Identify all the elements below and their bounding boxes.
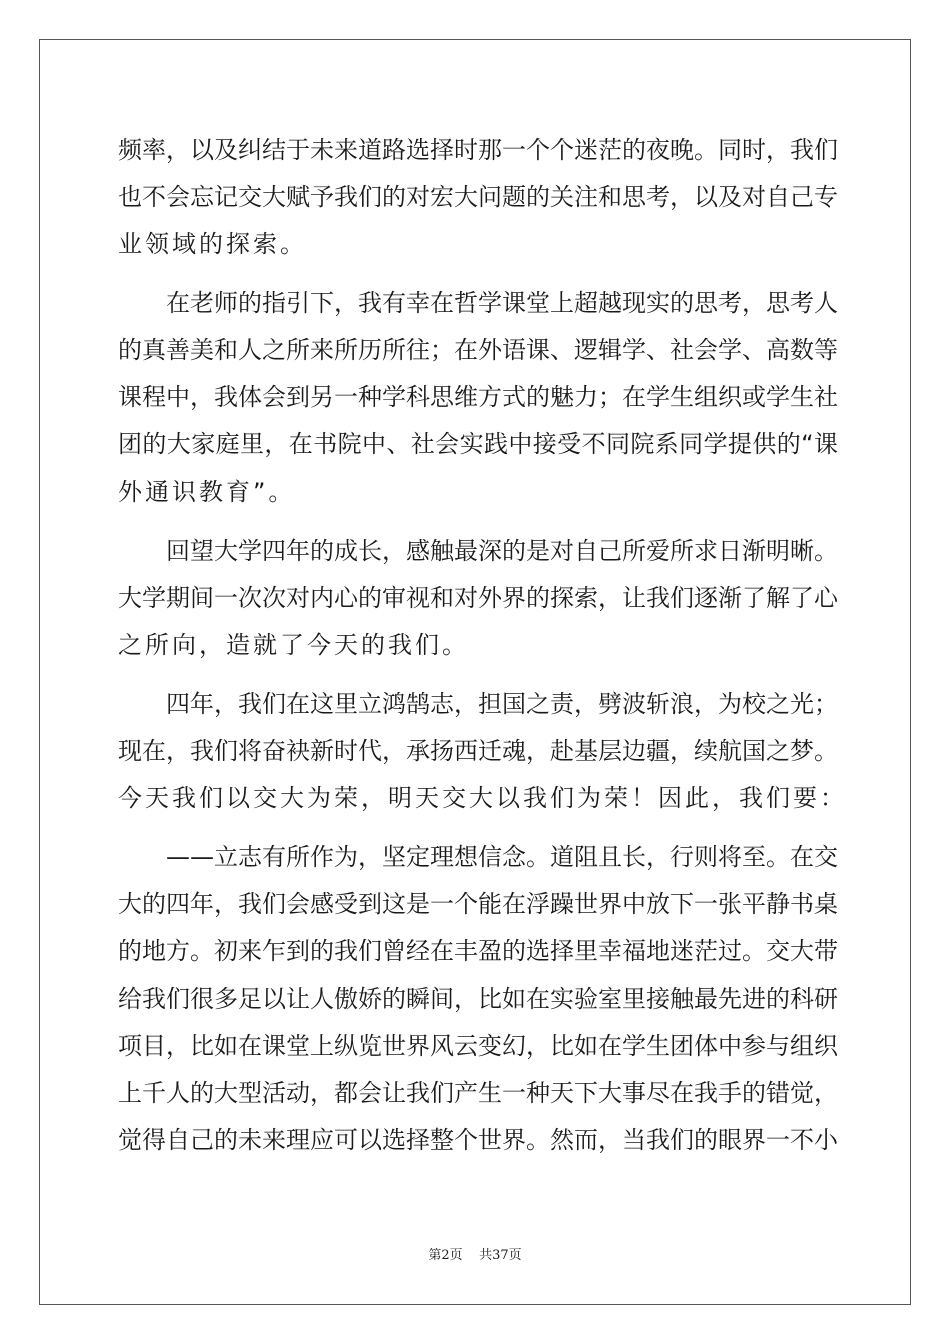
paragraph-first-line: 在老师的指引下，我有幸在哲学课堂上超越现实的思考，思考人 bbox=[166, 289, 838, 317]
page-number: 第2页 bbox=[428, 1248, 463, 1263]
text-line: 也不会忘记交大赋予我们的对宏大问题的关注和思考，以及对自己专 bbox=[118, 183, 838, 211]
text-line: 项目，比如在课堂上纵览世界风云变幻，比如在学生团体中参与组织 bbox=[118, 1032, 838, 1060]
text-line: 外通识教育”。 bbox=[118, 478, 296, 506]
paragraph-first-line: 回望大学四年的成长，感触最深的是对自己所爱所求日渐明晰。 bbox=[166, 537, 838, 565]
paragraph-first-line: 四年，我们在这里立鸿鹄志，担国之责，劈波斩浪，为校之光； bbox=[166, 690, 838, 718]
text-line: 团的大家庭里，在书院中、社会实践中接受不同院系同学提供的“课 bbox=[118, 430, 838, 458]
total-pages: 共37页 bbox=[479, 1248, 522, 1263]
text-line: 觉得自己的未来理应可以选择整个世界。然而，当我们的眼界一不小 bbox=[118, 1126, 838, 1154]
text-line: 的真善美和人之所来所历所往；在外语课、逻辑学、社会学、高数等 bbox=[118, 336, 838, 364]
text-line: 的地方。初来乍到的我们曾经在丰盈的选择里幸福地迷茫过。交大带 bbox=[118, 937, 838, 965]
text-line: 频率，以及纠结于未来道路选择时那一个个迷茫的夜晚。同时，我们 bbox=[118, 136, 838, 164]
text-line: 今天我们以交大为荣，明天交大以我们为荣！因此，我们要： bbox=[118, 784, 847, 812]
page-footer bbox=[0, 1244, 950, 1263]
text-line: 给我们很多足以让人傲娇的瞬间，比如在实验室里接触最先进的科研 bbox=[118, 985, 838, 1013]
paragraph-first-line: ——立志有所作为，坚定理想信念。道阻且长，行则将至。在交 bbox=[166, 843, 838, 871]
text-line: 大学期间一次次对内心的审视和对外界的探索，让我们逐渐了解了心 bbox=[118, 584, 838, 612]
text-line: 上千人的大型活动，都会让我们产生一种天下大事尽在我手的错觉， bbox=[118, 1079, 838, 1107]
text-line: 业领域的探索。 bbox=[118, 230, 307, 258]
text-line: 之所向，造就了今天的我们。 bbox=[118, 631, 469, 659]
text-line: 课程中，我体会到另一种学科思维方式的魅力；在学生组织或学生社 bbox=[118, 383, 838, 411]
text-line: 现在，我们将奋袂新时代，承扬西迁魂，赴基层边疆，续航国之梦。 bbox=[118, 737, 838, 765]
text-line: 大的四年，我们会感受到这是一个能在浮躁世界中放下一张平静书桌 bbox=[118, 890, 838, 918]
